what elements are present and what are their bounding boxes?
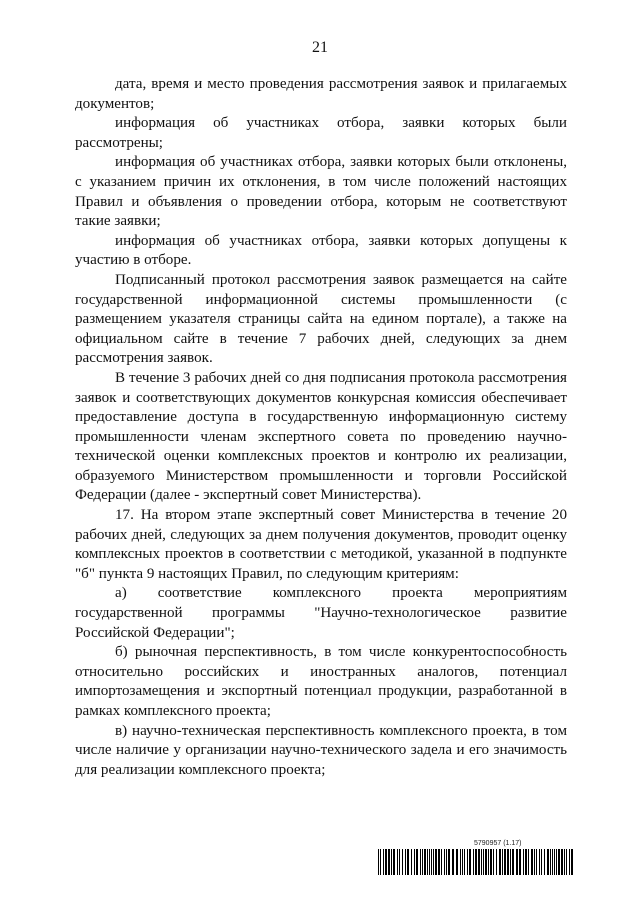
barcode-number: 5790957 (1.17) [474, 840, 522, 847]
paragraph: б) рыночная перспективность, в том числе конкурентоспособность относительно российских и иностранных аналогов, потенциал импортозамещения и экспортный потенциал продукции, разработанной в рамках комплексного проекта; [75, 644, 567, 719]
document-body [75, 75, 567, 780]
paragraph: информация об участниках отбора, заявки которых допущены к участию в отборе. [75, 232, 567, 269]
paragraph: дата, время и место проведения рассмотрения заявок и прилагаемых документов; [75, 76, 567, 112]
paragraph: а) соответствие комплексного проекта мероприятиям государственной программы "Научно-технологическое развитие Российской Федерации"; [75, 585, 567, 641]
page-number: 21 [312, 39, 328, 56]
paragraph: Подписанный протокол рассмотрения заявок размещается на сайте государственной информационной системы промышленности (с размещением указателя страницы сайта на едином портале), а также на официальном сайте в течение 7 рабочих дней, следующих за днем рассмотрения заявок. [75, 271, 567, 367]
paragraph: в) научно-техническая перспективность комплексного проекта, в том числе наличие у организации научно-технического задела и его значимость для реализации комплексного проекта; [75, 722, 567, 778]
paragraph: информация об участниках отбора, заявки которых были рассмотрены; [75, 115, 567, 151]
paragraph: В течение 3 рабочих дней со дня подписания протокола рассмотрения заявок и соответствующих документов конкурсная комиссия обеспечивает предоставление доступа в государственную информационную систему промышленности членам экспертного совета по проведению научно-технической оценки комплексных проектов и контролю их реализации, образуемого Министерством промышленности и торговли Российской Федерации (далее - экспертный совет Министерства). [75, 369, 567, 504]
paragraph: информация об участниках отбора, заявки которых были отклонены, с указанием причин их отклонения, в том числе положений настоящих Правил и объявления о проведении отбора, которым не соответствуют такие заявки; [75, 154, 567, 230]
barcode-icon [378, 849, 574, 875]
paragraph: 17. На втором этапе экспертный совет Министерства в течение 20 рабочих дней, следующих за днем получения документов, проводит оценку комплексных проектов в соответствии с методикой, указанной в подпункте "б" пункта 9 настоящих Правил, по следующим критериям: [75, 507, 567, 582]
